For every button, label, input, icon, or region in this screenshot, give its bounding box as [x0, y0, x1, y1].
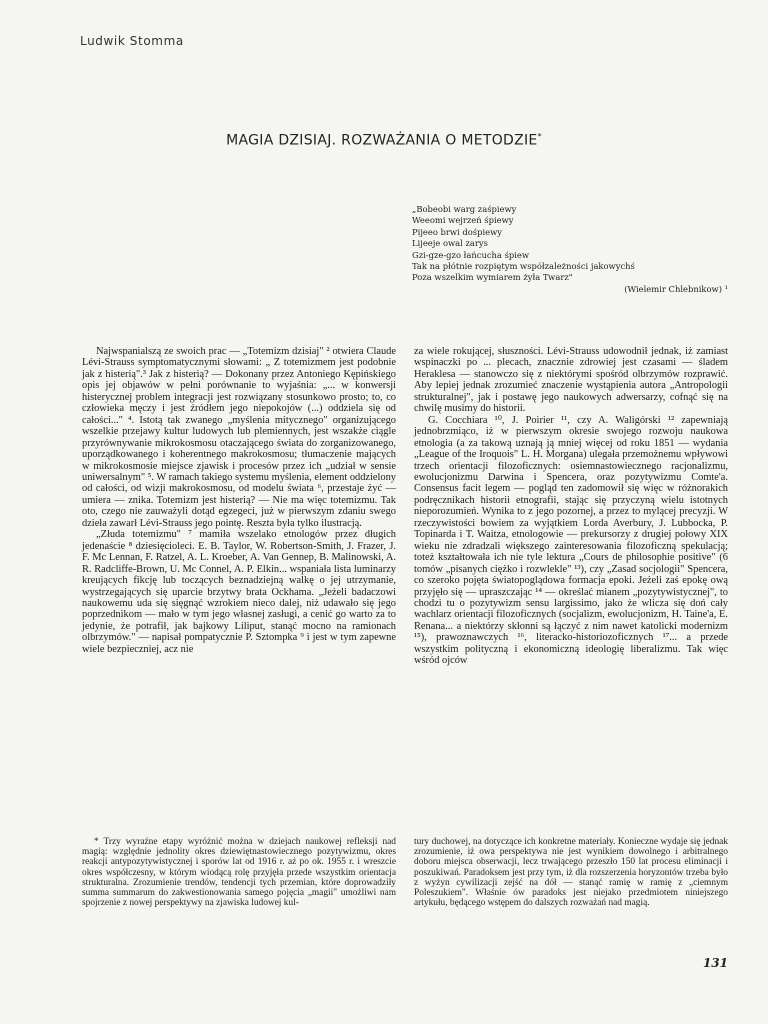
epigraph-line: Tak na płótnie rozpiętym współzależności jakowychś	[412, 261, 635, 272]
epigraph-line: „Bobeobi warg zaśpiewy	[412, 204, 517, 214]
epigraph-attribution: (Wielemir Chlebnikow) ¹	[624, 283, 728, 294]
epigraph-line: Gzi-gze-gzo łańcucha śpiew	[412, 249, 530, 260]
body-paragraph: za wiele rokującej, słuszności. Lévi-Strauss udowodnił jednak, iż zamiast wspinaczki po ... plecach, znacznie zdrowiej jest czasami — śladem Heraklesa — stanowczo się z niektórymi spośród olbrzymów rozprawić. Aby lepiej jednak zrozumieć znaczenie wystąpienia autora „Antropologii strukturalnej", jak i postawę jego naukowych adwersarzy, cofnąć się na chwilę musimy do historii.	[414, 346, 728, 415]
article-title-text: MAGIA DZISIAJ. ROZWAŻANIA O METODZIE	[226, 132, 538, 149]
body-paragraph: „Złuda totemizmu" ⁷ mamiła wszelako etnologów przez długich jedenaście ⁸ dziesięcioleci. E. B. Taylor, W. Robertson-Smith, J. Frazer, J. F. Mc Lennan, F. Ratzel, A. L. Kroeber, A. Van Gennep, B. Malinowski, A. R. Radcliffe-Brown, U. Mc Connel, A. P. Elkin... wspaniała lista luminarzy kreujących fikcję lub toczących beznadziejną walkę o jej utrzymanie, wystrzegających się uparcie brzytwy brata Ockhama. „Jeżeli badaczowi naukowemu uda się sięgnąć wzrokiem nieco dalej, niż udawało się jego poprzednikom — mało w tym jego własnej zasługi, a cenić go warto za to jedynie, że potrafił, jak bajkowy Liliput, stanąć mocno na ramionach olbrzymów." — napisał pompatycznie P. Sztompka ⁹ i jest w tym zapewne wiele bezpieczniej, acz nie	[82, 529, 396, 655]
epigraph-line: Pijeeo brwi dośpiewy	[412, 226, 502, 237]
epigraph-line: Lijeeje owal zarys	[412, 238, 488, 249]
body-paragraph: G. Cocchiara ¹⁰, J. Poirier ¹¹, czy A. Waligórski ¹² zapewniają jednobrzmiąco, iż w pierwszym okresie swojego rozwoju naukowa etnologia (a za takową uznają ją mniej więcej od roku 1851 — wydania „League of the Iroquois" L. H. Morgana) ulegała przemożnemu wpływowi trzech orientacji filozoficznych: osiemnastowiecznego racjonalizmu, ewolucjonizmu Darwina i Spencera, oraz pozytywizmu Comte'a. Consensus facit legem — pogląd ten zadomowił się więc w różnorakich podręcznikach historii etnografii, stając się przyczyną wielu istotnych nieporozumień. Wynika to z jego pozornej, a przez to mylącej precyzji. W rzeczywistości bowiem za wyjątkiem Lorda Averbury, J. Lubbocka, P. Topinarda i T. Waitza, etnologowie — prekursorzy z drugiej połowy XIX wieku nie zdradzali większego zainteresowania filozoficzną spekulacją; toteż kształtowała ich nie tyle lektura „Cours de philosophie positive" (6 tomów „pisanych ciężko i rozwlekle" ¹³), czy „Zasad socjologii" Spencera, co szeroko pojęta światopoglądowa formacja epoki. Jeżeli zaś epokę ową przyjęło się — upraszczając ¹⁴ — określać mianem „pozytywistycznej", to chodzi tu o pozytywizm sensu largissimo, jako że wlicza się doń cały wachlarz orientacji filozoficznych (socjalizm, ewolucjonizm, H. Taine'a, E. Renana... a niektórzy skłonni są łączyć z nim nawet katolicki modernizm ¹⁵), prawoznawczych ¹⁶, literacko-historiozoficznych ¹⁷... a przede wszystkim polityczną i ekonomiczną ideologię liberalizmu. Tak więc wśród ojców	[414, 414, 728, 667]
epigraph-line: Weeomi wejrzeń śpiewy	[412, 215, 514, 226]
epigraph-line: Poza wszelkim wymiarem żyła Twarz"	[412, 272, 573, 283]
author-name: Ludwik Stomma	[80, 34, 184, 48]
footnote-text: tury duchowej, na dotyczące ich konkretne materiały. Konieczne wydaje się jednak zrozumienie, iż owa perspektywa nie jest wynikiem dowolnego i arbitralnego doboru miejsca obserwacji, lecz trwającego przeszło 150 lat procesu eliminacji i poszukiwań. Paradoksem jest przy tym, iż dla rozszerzenia horyzontów trzeba było z wyżyn cywilizacji zejść na dół — stanąć ramię w ramię z „ciemnym Poleszukiem". Właśnie ów paradoks jest niejako przedmiotem niniejszego artykułu, będącego wstępem do dalszych rozważań nad magią.	[414, 837, 728, 909]
title-footnote-mark: *	[537, 132, 542, 141]
footnote-column-left	[82, 837, 396, 908]
article-title	[0, 132, 768, 149]
epigraph	[412, 204, 728, 295]
body-paragraph: Najwspanialszą ze swoich prac — „Totemizm dzisiaj" ² otwiera Claude Lévi-Strauss symptomatycznymi słowami: „ Z totemizmem jest podobnie jak z histerią".³ Jak z histerią? — Dokonany przez Antoniego Kępińskiego opis jej objawów w pełni porównanie to wyjaśnia: „... w konwersji histerycznej problem integracji jest rozwiązany stosunkowo prosto; to, co człowieka męczy i jest źródłem jego niepokojów (...) oddziela się od całości..." ⁴. Istotą tak zwanego „myślenia mitycznego" organizującego wszelkie przejawy kultur ludowych lub plemiennych, jest wszakże ciągle przyrównywanie mikrokosmosu otaczającego świata do zorganizowanego, uporządkowanego i koherentnego makrokosmosu; tłumaczenie mających w mikrokosmosie miejsce zjawisk i procesów przez ich „udział w sensie uniwersalnym" ⁵. W ramach takiego systemu myślenia, element oddzielony od całości, od wizji makrokosmosu, od modelu świata ⁶, przestaje żyć — umiera — znika. Totemizm jest histerią? — Nie ma więc totemizmu. Tak oto, czego nie zauważyli dotąd egzegeci, już w pierwszym zdaniu swego dzieła zawarł Lévi-Strauss jego pointę. Reszta była tylko ilustracją.	[82, 346, 396, 529]
body-column-left	[82, 346, 396, 655]
body-column-right	[414, 346, 728, 667]
footnote-text: * Trzy wyraźne etapy wyróżnić można w dziejach naukowej refleksji nad magią: względnie jednolity okres dziewiętnastowiecznego pozytywizmu, okres reakcji antypozytywistycznej i sporów lat od 1916 r. aż po ok. 1955 r. i wreszcie okres współczesny, w którym wiodącą rolę przyjęła przede wszystkim orientacja strukturalna. Zrozumienie trendów, tendencji tych przemian, które doprowadziły summa summarum do zakwestionowania samego pojęcia „magii" umożliwi nam spojrzenie z nowej perspektywy na zjawiska ludowej kul-	[82, 837, 396, 909]
page-number: 131	[702, 956, 728, 970]
footnote-column-right	[414, 837, 728, 908]
